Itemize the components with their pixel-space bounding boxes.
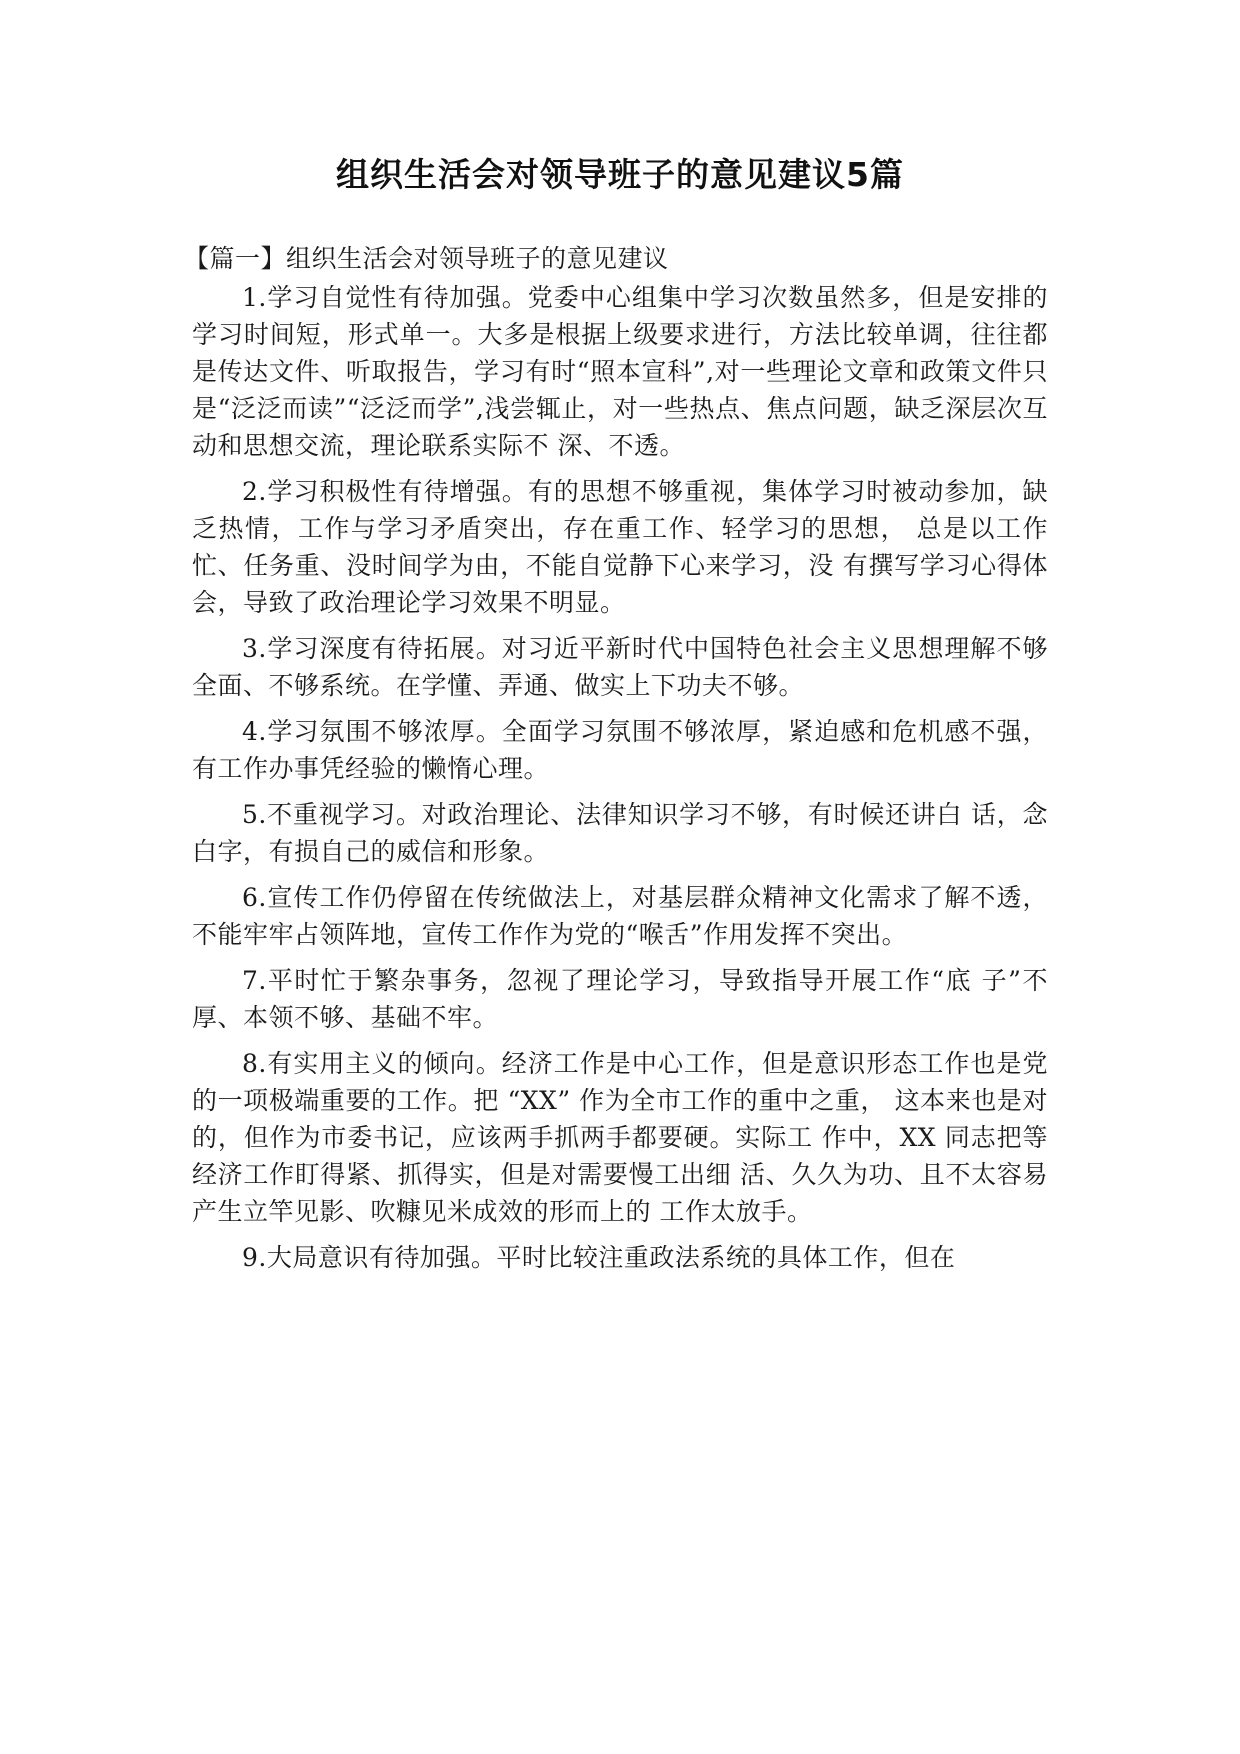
paragraph-4: 4.学习氛围不够浓厚。全面学习氛围不够浓厚，紧迫感和危机感不强，有工作办事凭经验的懒惰心理。: [192, 717, 1048, 783]
paragraph-5: 5.不重视学习。对政治理论、法律知识学习不够，有时候还讲白 话，念白字，有损自己的威信和形象。: [192, 800, 1048, 866]
paragraph-7: 7.平时忙于繁杂事务，忽视了理论学习，导致指导开展工作“底 子”不厚、本领不够、基础不牢。: [192, 966, 1048, 1032]
paragraph-1: 1.学习自觉性有待加强。党委中心组集中学习次数虽然多，但是安排的学习时间短，形式单一。大多是根据上级要求进行，方法比较单调，往往都是传达文件、听取报告，学习有时“照本宣科”,对一些理论文章和政策文件只是“泛泛而读”“泛泛而学”,浅尝辄止，对一些热点、焦点问题，缺乏深层次互动和思想交流，理论联系实际不 深、不透。: [192, 283, 1048, 460]
section-heading: 【篇一】组织生活会对领导班子的意见建议: [184, 244, 669, 273]
paragraph-8: 8.有实用主义的倾向。经济工作是中心工作，但是意识形态工作也是党的一项极端重要的工作。把 “XX” 作为全市工作的重中之重， 这本来也是对的，但作为市委书记，应该两手抓两手都要硬。实际工 作中，XX 同志把等经济工作盯得紧、抓得实，但是对需要慢工出细 活、久久为功、且不太容易产生立竿见影、吹糠见米成效的形而上的 工作太放手。: [192, 1049, 1048, 1226]
paragraph-6: 6.宣传工作仍停留在传统做法上，对基层群众精神文化需求了解不透，不能牢牢占领阵地，宣传工作作为党的“喉舌”作用发挥不突出。: [192, 883, 1048, 949]
paragraph-9: 9.大局意识有待加强。平时比较注重政法系统的具体工作，但在: [242, 1243, 956, 1272]
paragraph-3: 3.学习深度有待拓展。对习近平新时代中国特色社会主义思想理解不够全面、不够系统。在学懂、弄通、做实上下功夫不够。: [192, 634, 1048, 700]
paragraph-2: 2.学习积极性有待增强。有的思想不够重视，集体学习时被动参加，缺乏热情，工作与学习矛盾突出，存在重工作、轻学习的思想， 总是以工作忙、任务重、没时间学为由，不能自觉静下心来学习，没 有撰写学习心得体会，导致了政治理论学习效果不明显。: [192, 477, 1048, 617]
document-title: 组织生活会对领导班子的意见建议5篇: [336, 155, 904, 194]
document-body: [184, 240, 1048, 1285]
